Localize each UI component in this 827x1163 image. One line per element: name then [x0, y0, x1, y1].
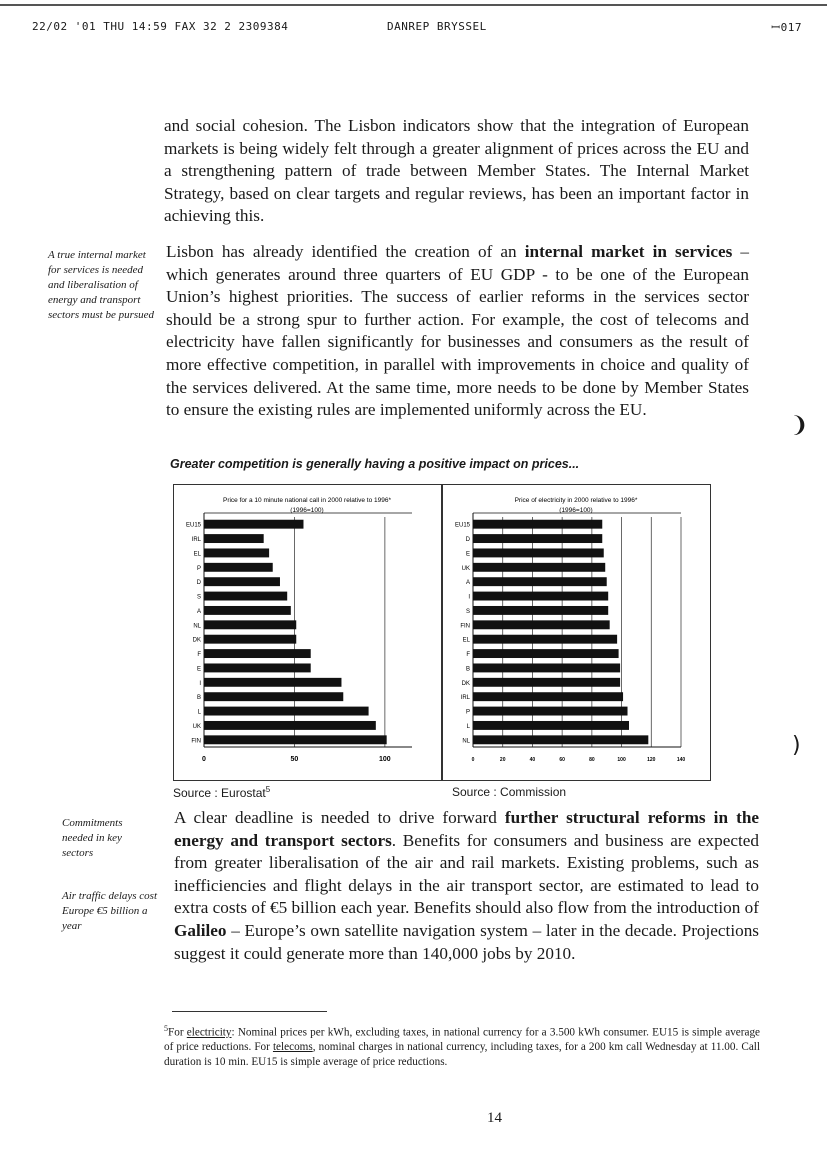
fax-header-left: 22/02 '01 THU 14:59 FAX 32 2 2309384: [32, 20, 289, 33]
category-label-0-8: DK: [192, 637, 201, 644]
category-label-0-0: EU15: [185, 522, 201, 529]
page-number: 14: [487, 1110, 502, 1126]
bar-0-0: [204, 520, 303, 529]
x-tick-label-1-7: 140: [676, 757, 686, 763]
bar-0-3: [204, 563, 273, 572]
bar-1-13: [473, 707, 628, 716]
bar-1-1: [473, 534, 602, 543]
category-label-1-4: A: [465, 580, 470, 587]
internal-market-emphasis: internal market in services: [524, 242, 733, 261]
chart-subtitle-0: (1996=100): [290, 507, 324, 514]
bar-0-10: [204, 663, 311, 672]
bar-1-12: [473, 692, 623, 701]
category-label-1-11: DK: [461, 680, 470, 687]
category-label-0-9: F: [197, 652, 201, 659]
chart-electricity-svg: [443, 485, 710, 780]
bar-1-4: [473, 577, 607, 586]
bar-1-14: [473, 721, 629, 730]
category-label-0-4: D: [196, 580, 201, 587]
category-label-1-7: FIN: [460, 623, 470, 630]
bar-1-3: [473, 563, 605, 572]
bar-0-9: [204, 649, 311, 658]
bar-0-4: [204, 577, 280, 586]
category-label-1-0: EU15: [454, 522, 470, 529]
bar-0-6: [204, 606, 291, 615]
x-tick-label-1-2: 40: [529, 757, 536, 763]
bar-1-2: [473, 548, 604, 557]
bar-0-13: [204, 707, 369, 716]
category-label-1-15: NL: [462, 738, 470, 745]
x-tick-label-1-3: 60: [559, 757, 565, 763]
figure-title: Greater competition is generally having a positive impact on prices...: [170, 457, 580, 471]
category-label-0-15: FIN: [191, 738, 201, 745]
category-label-1-8: EL: [462, 637, 470, 644]
bar-0-8: [204, 635, 296, 644]
structural-reforms-emphasis: further structural reforms in the energy and transport sectors: [174, 808, 760, 850]
margin-note-commitments: Commitments needed in key sectors: [62, 817, 123, 859]
category-label-0-11: I: [199, 680, 201, 687]
category-label-0-13: L: [197, 709, 201, 716]
bar-1-6: [473, 606, 608, 615]
category-label-0-5: S: [196, 594, 201, 601]
bar-0-14: [204, 721, 376, 730]
category-label-1-5: I: [468, 594, 470, 601]
fax-header-right: ꟷ017: [771, 21, 802, 34]
galileo-emphasis: Galileo: [174, 920, 227, 940]
bar-1-7: [473, 620, 610, 629]
category-label-1-10: B: [465, 666, 470, 673]
bar-1-0: [473, 520, 602, 529]
paragraph-1: and social cohesion. The Lisbon indicators show that the integration of European markets is being widely felt through a greater alignment of prices across the EU and a strengthening pattern of trade between Member States. The Internal Market Strategy, based on clear targets and regular reviews, has been an important factor in achieving this.: [164, 116, 749, 226]
category-label-0-12: B: [196, 695, 201, 702]
footnote: $^5$For electricity: Nominal prices per kWh, excluding taxes, in national currency for a 3.500 kWh consumer. EU15 is simple average of price reductions. For telecoms, nominal charges in national currency, including taxes, for a 200 km call Wednesday at 11.00. Call duration is 10 min. EU15 is simple average of price reductions.: [164, 1024, 761, 1068]
fax-header-center: DANREP BRYSSEL: [387, 20, 487, 33]
bar-0-15: [204, 735, 387, 744]
bar-1-5: [473, 592, 608, 601]
source-commission: Source : Commission: [452, 785, 567, 799]
fax-speck-mark-2: ): [792, 733, 801, 758]
category-label-0-6: A: [196, 608, 201, 615]
category-label-1-6: S: [465, 608, 470, 615]
chart-electricity-prices: [442, 484, 711, 781]
fax-speck-mark: ❩: [790, 413, 809, 438]
category-label-0-3: P: [196, 565, 201, 572]
paragraph-2: Lisbon has already identified the creation of an internal market in services – which generates around three quarters of EU GDP - to be one of the European Union’s highest priorities. The success of earlier reforms in the services sector should be a strong spur to further action. For example, the cost of telecoms and electricity have fallen significantly for businesses and consumers as the result of more effective competition, in parallel with improvements in choice and quality of the services delivered. At the same time, more needs to be done by Member States to ensure the existing rules are implemented uniformly across the EU.: [166, 242, 749, 420]
category-label-0-14: UK: [192, 723, 201, 730]
bar-1-15: [473, 735, 648, 744]
category-label-1-1: D: [465, 537, 470, 544]
category-label-0-1: IRL: [191, 537, 201, 544]
bar-1-9: [473, 649, 619, 658]
bar-0-7: [204, 620, 296, 629]
chart-telecom-prices: [173, 484, 442, 781]
bar-1-8: [473, 635, 617, 644]
fax-top-rule: [0, 4, 827, 6]
category-label-1-14: L: [466, 723, 470, 730]
category-label-0-10: E: [196, 666, 201, 673]
bar-0-11: [204, 678, 341, 687]
x-tick-label-0-1: 50: [290, 756, 299, 763]
bar-0-12: [204, 692, 343, 701]
category-label-0-2: EL: [193, 551, 201, 558]
x-tick-label-1-5: 100: [617, 757, 626, 763]
category-label-1-2: E: [465, 551, 470, 558]
source-eurostat: Source : Eurostat$^5$: [173, 785, 271, 800]
category-label-1-3: UK: [461, 565, 470, 572]
chart-title-0: Price for a 10 minute national call in 2000 relative to 1996*: [222, 497, 392, 504]
x-tick-label-1-0: 0: [471, 757, 475, 763]
margin-note-services: A true internal market for services is needed and liberalisation of energy and transport sectors must be pursued: [48, 249, 155, 321]
category-label-0-7: NL: [193, 623, 201, 630]
footnote-rule: [172, 1011, 327, 1012]
category-label-1-13: P: [465, 709, 470, 716]
bar-1-11: [473, 678, 620, 687]
x-tick-label-0-2: 100: [379, 756, 391, 763]
chart-title-1: Price of electricity in 2000 relative to 1996*: [514, 497, 638, 504]
margin-note-air-traffic: Air traffic delays cost Europe €5 billion a year: [62, 890, 158, 932]
paragraph-3: A clear deadline is needed to drive forward further structural reforms in the energy and transport sectors. Benefits for consumers and business are expected from greater liberalisation of the air and rail markets. Existing problems, such as inefficiencies and flight delays in the air transport sector, are estimated to lead to extra costs of €5 billion each year. Benefits should also flow from the introduction of Galileo – Europe’s own satellite navigation system – later in the decade. Projections suggest it could generate more than 140,000 jobs by 2010.: [174, 808, 760, 963]
chart-telecom-svg: [174, 485, 441, 780]
bar-0-1: [204, 534, 264, 543]
bar-0-2: [204, 548, 269, 557]
x-tick-label-1-6: 120: [647, 757, 656, 763]
category-label-1-9: F: [466, 652, 470, 659]
bar-1-10: [473, 663, 620, 672]
x-tick-label-1-1: 20: [499, 757, 506, 763]
x-tick-label-0-0: 0: [202, 756, 206, 763]
x-tick-label-1-4: 80: [589, 757, 595, 763]
category-label-1-12: IRL: [460, 695, 470, 702]
bar-0-5: [204, 592, 287, 601]
chart-subtitle-1: (1996=100): [559, 507, 593, 514]
